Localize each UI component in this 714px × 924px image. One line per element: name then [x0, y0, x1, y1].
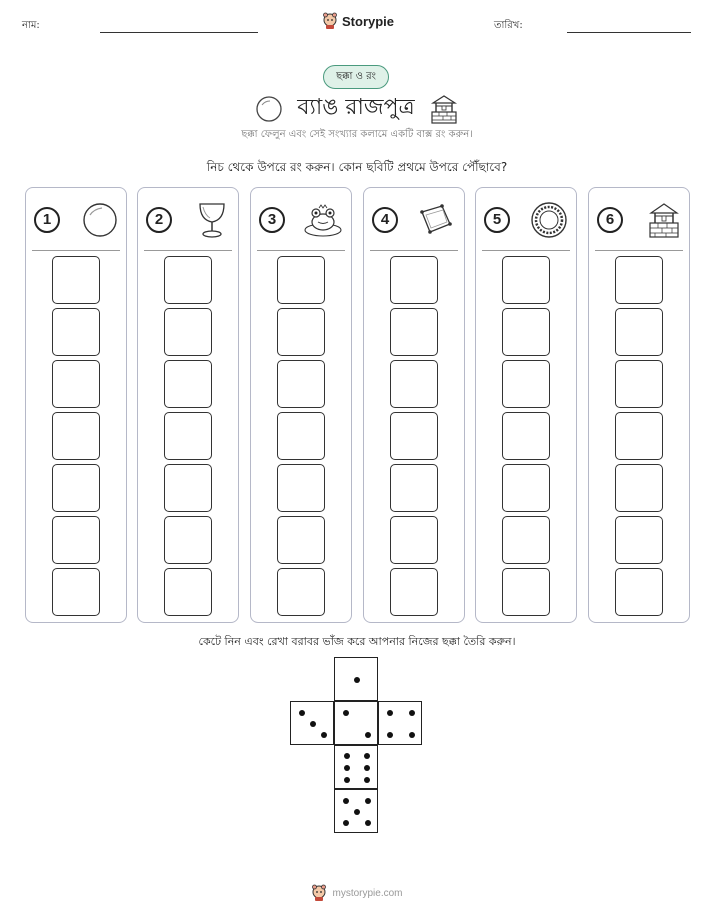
- date-line[interactable]: [567, 32, 691, 33]
- color-box[interactable]: [502, 360, 550, 408]
- color-box[interactable]: [615, 412, 663, 460]
- dice-pip: [299, 710, 305, 716]
- dice-pip: [343, 710, 349, 716]
- color-box[interactable]: [277, 568, 325, 616]
- dice-pip: [387, 710, 393, 716]
- color-box[interactable]: [52, 568, 100, 616]
- column-2: [137, 187, 239, 623]
- column-divider: [32, 250, 120, 251]
- dice-pip: [365, 732, 371, 738]
- color-box[interactable]: [390, 464, 438, 512]
- title-row: [0, 90, 714, 127]
- footer-url[interactable]: mystorypie.com: [332, 887, 403, 899]
- color-box[interactable]: [615, 256, 663, 304]
- storypie-mascot-icon: [322, 12, 338, 30]
- column-divider: [370, 250, 458, 251]
- dice-pip: [365, 798, 371, 804]
- column-number: 1: [34, 207, 60, 233]
- color-box[interactable]: [277, 412, 325, 460]
- dice-face-4: [378, 701, 422, 745]
- dice-pip: [364, 777, 370, 783]
- column-divider: [257, 250, 345, 251]
- plate-icon: [530, 201, 568, 239]
- column-6: [588, 187, 690, 623]
- frog-icon: [303, 202, 343, 238]
- color-box[interactable]: [164, 568, 212, 616]
- color-box[interactable]: [277, 516, 325, 564]
- color-box[interactable]: [52, 360, 100, 408]
- color-box[interactable]: [390, 256, 438, 304]
- dice-pip: [354, 677, 360, 683]
- dice-face-1: [334, 657, 378, 701]
- brand-name: Storypie: [342, 13, 395, 29]
- dice-pip: [344, 777, 350, 783]
- color-box[interactable]: [164, 360, 212, 408]
- color-box[interactable]: [502, 568, 550, 616]
- color-box[interactable]: [52, 308, 100, 356]
- dice-face-3: [290, 701, 334, 745]
- dice-face-5: [334, 789, 378, 833]
- color-box[interactable]: [277, 464, 325, 512]
- name-line[interactable]: [100, 32, 258, 33]
- color-box[interactable]: [615, 516, 663, 564]
- color-box[interactable]: [390, 412, 438, 460]
- goblet-icon: [194, 200, 230, 240]
- footer: [0, 884, 714, 902]
- color-box[interactable]: [502, 308, 550, 356]
- column-header: [372, 202, 456, 238]
- dice-face-6: [334, 745, 378, 789]
- storypie-mascot-icon: [311, 884, 327, 902]
- column-number: 2: [146, 207, 172, 233]
- color-box[interactable]: [277, 256, 325, 304]
- column-header: [259, 202, 343, 238]
- column-header: [597, 202, 681, 238]
- color-box[interactable]: [52, 464, 100, 512]
- color-box[interactable]: [502, 412, 550, 460]
- color-box[interactable]: [390, 568, 438, 616]
- color-box[interactable]: [615, 360, 663, 408]
- column-1: [25, 187, 127, 623]
- dice-pip: [344, 765, 350, 771]
- column-3: [250, 187, 352, 623]
- column-5: [475, 187, 577, 623]
- dice-pip: [343, 798, 349, 804]
- instruction: নিচ থেকে উপরে রং করুন। কোন ছবিটি প্রথমে উপরে পৌঁছাবে?: [206, 160, 508, 174]
- color-box[interactable]: [52, 516, 100, 564]
- dice-pip: [409, 710, 415, 716]
- color-box[interactable]: [277, 308, 325, 356]
- column-4: [363, 187, 465, 623]
- page-title: ব্যাঙ রাজপুত্র: [297, 95, 415, 120]
- dice-pip: [343, 820, 349, 826]
- color-box[interactable]: [615, 464, 663, 512]
- column-header: [34, 202, 118, 238]
- color-box[interactable]: [390, 516, 438, 564]
- dice-pip: [364, 765, 370, 771]
- color-box[interactable]: [164, 464, 212, 512]
- color-box[interactable]: [164, 308, 212, 356]
- color-box[interactable]: [164, 256, 212, 304]
- date-label: তারিখ:: [494, 20, 523, 31]
- color-box[interactable]: [164, 516, 212, 564]
- column-header: [146, 202, 230, 238]
- dice-pip: [409, 732, 415, 738]
- color-box[interactable]: [390, 360, 438, 408]
- subtitle: ছক্কা ফেলুন এবং সেই সংখ্যার কলামে একটি বাক্স রং করুন।: [241, 129, 473, 140]
- cut-instruction: কেটে নিন এবং রেখা বরাবর ভাঁজ করে আপনার নিজের ছক্কা তৈরি করুন।: [198, 635, 516, 648]
- color-box[interactable]: [52, 256, 100, 304]
- column-number: 3: [259, 207, 285, 233]
- color-box[interactable]: [615, 568, 663, 616]
- dice-pip: [364, 753, 370, 759]
- column-header: [484, 202, 568, 238]
- column-divider: [144, 250, 232, 251]
- color-box[interactable]: [390, 308, 438, 356]
- dice-pip: [387, 732, 393, 738]
- brand-logo: [322, 12, 394, 30]
- dice-pip: [321, 732, 327, 738]
- column-number: 5: [484, 207, 510, 233]
- ball-icon: [82, 202, 118, 238]
- color-box[interactable]: [502, 256, 550, 304]
- ball-icon: [255, 95, 283, 123]
- color-box[interactable]: [52, 412, 100, 460]
- dice-pip: [310, 721, 316, 727]
- column-divider: [595, 250, 683, 251]
- color-box[interactable]: [615, 308, 663, 356]
- color-box[interactable]: [502, 464, 550, 512]
- name-label: নাম:: [22, 20, 40, 31]
- column-number: 4: [372, 207, 398, 233]
- color-box[interactable]: [502, 516, 550, 564]
- well-icon: [647, 201, 681, 239]
- pillow-icon: [416, 202, 456, 238]
- well-icon: [429, 93, 459, 125]
- dice-pip: [354, 809, 360, 815]
- dice-pip: [344, 753, 350, 759]
- category-tag: ছক্কা ও রং: [323, 65, 389, 89]
- dice-pip: [365, 820, 371, 826]
- column-divider: [482, 250, 570, 251]
- color-box[interactable]: [277, 360, 325, 408]
- column-number: 6: [597, 207, 623, 233]
- color-box[interactable]: [164, 412, 212, 460]
- dice-face-2: [334, 701, 378, 745]
